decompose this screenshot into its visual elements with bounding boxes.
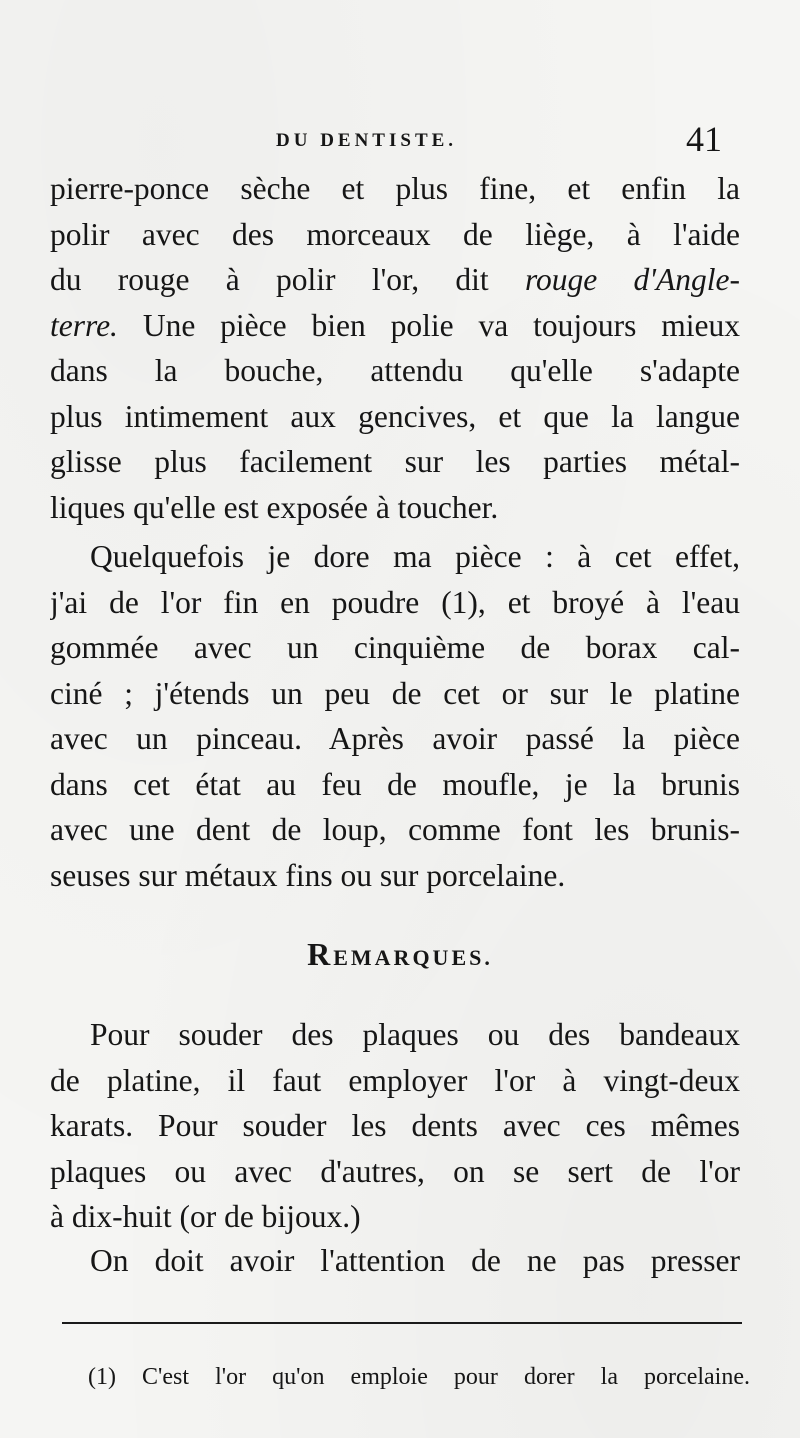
text-line: plaques ou avec d'autres, on se sert de l'or [50, 1153, 740, 1189]
text-line: j'ai de l'or fin en poudre (1), et broyé à l'eau [50, 584, 740, 620]
paragraph-4 [50, 1238, 740, 1284]
text-line: karats. Pour souder les dents avec ces mêmes [50, 1108, 740, 1143]
italic-term: rouge d'Angle- [524, 262, 740, 297]
page-number: 41 [686, 119, 722, 159]
running-head [0, 119, 800, 164]
text-line: dans cet état au feu de moufle, je la brunis [50, 766, 740, 802]
text-line: seuses sur métaux fins ou sur porcelaine. [50, 857, 566, 893]
text-line: avec un pinceau. Après avoir passé la pièce [50, 721, 740, 756]
paragraph-3 [50, 1012, 740, 1240]
text-line: à dix-huit (or de bijoux.) [50, 1199, 361, 1234]
text-line: avec une dent de loup, comme font les brunis- [50, 812, 740, 847]
text-line [50, 303, 740, 349]
text-line: de platine, il faut employer l'or à vingt-deux [50, 1062, 740, 1098]
text-line-rest: Une pièce bien polie va toujours mieux [117, 307, 740, 343]
text-line: pierre-ponce sèche et plus fine, et enfin la [50, 171, 740, 206]
text-line: plus intimement aux gencives, et que la langue [50, 398, 740, 434]
footnote-rule [62, 1322, 742, 1324]
text-line: liques qu'elle est exposée à toucher. [50, 489, 499, 525]
text-line: gommée avec un cinquième de borax cal- [50, 630, 740, 665]
italic-term-end: terre. [50, 307, 118, 343]
text-line: dans la bouche, attendu qu'elle s'adapte [50, 353, 740, 388]
section-heading [0, 936, 800, 973]
text-line-start: du rouge à polir l'or, dit [50, 262, 525, 297]
paragraph-1 [50, 166, 740, 530]
text-line: polir avec des morceaux de liège, à l'aide [50, 216, 740, 252]
text-line: On doit avoir l'attention de ne pas presser [90, 1243, 740, 1278]
footnote: (1) C'est l'or qu'on emploie pour dorer la porcelaine. [88, 1364, 750, 1390]
section-heading-rest: EMARQUES. [333, 945, 493, 970]
paragraph-2 [50, 534, 740, 898]
text-line [50, 257, 740, 303]
text-line: Pour souder des plaques ou des bandeaux [90, 1017, 740, 1052]
running-title: DU DENTISTE. [276, 130, 458, 151]
text-line: Quelquefois je dore ma pièce : à cet effet, [90, 539, 740, 574]
section-heading-initial: R [307, 936, 334, 972]
text-line: glisse plus facilement sur les parties métal- [50, 444, 740, 479]
text-line: ciné ; j'étends un peu de cet or sur le platine [50, 675, 740, 711]
